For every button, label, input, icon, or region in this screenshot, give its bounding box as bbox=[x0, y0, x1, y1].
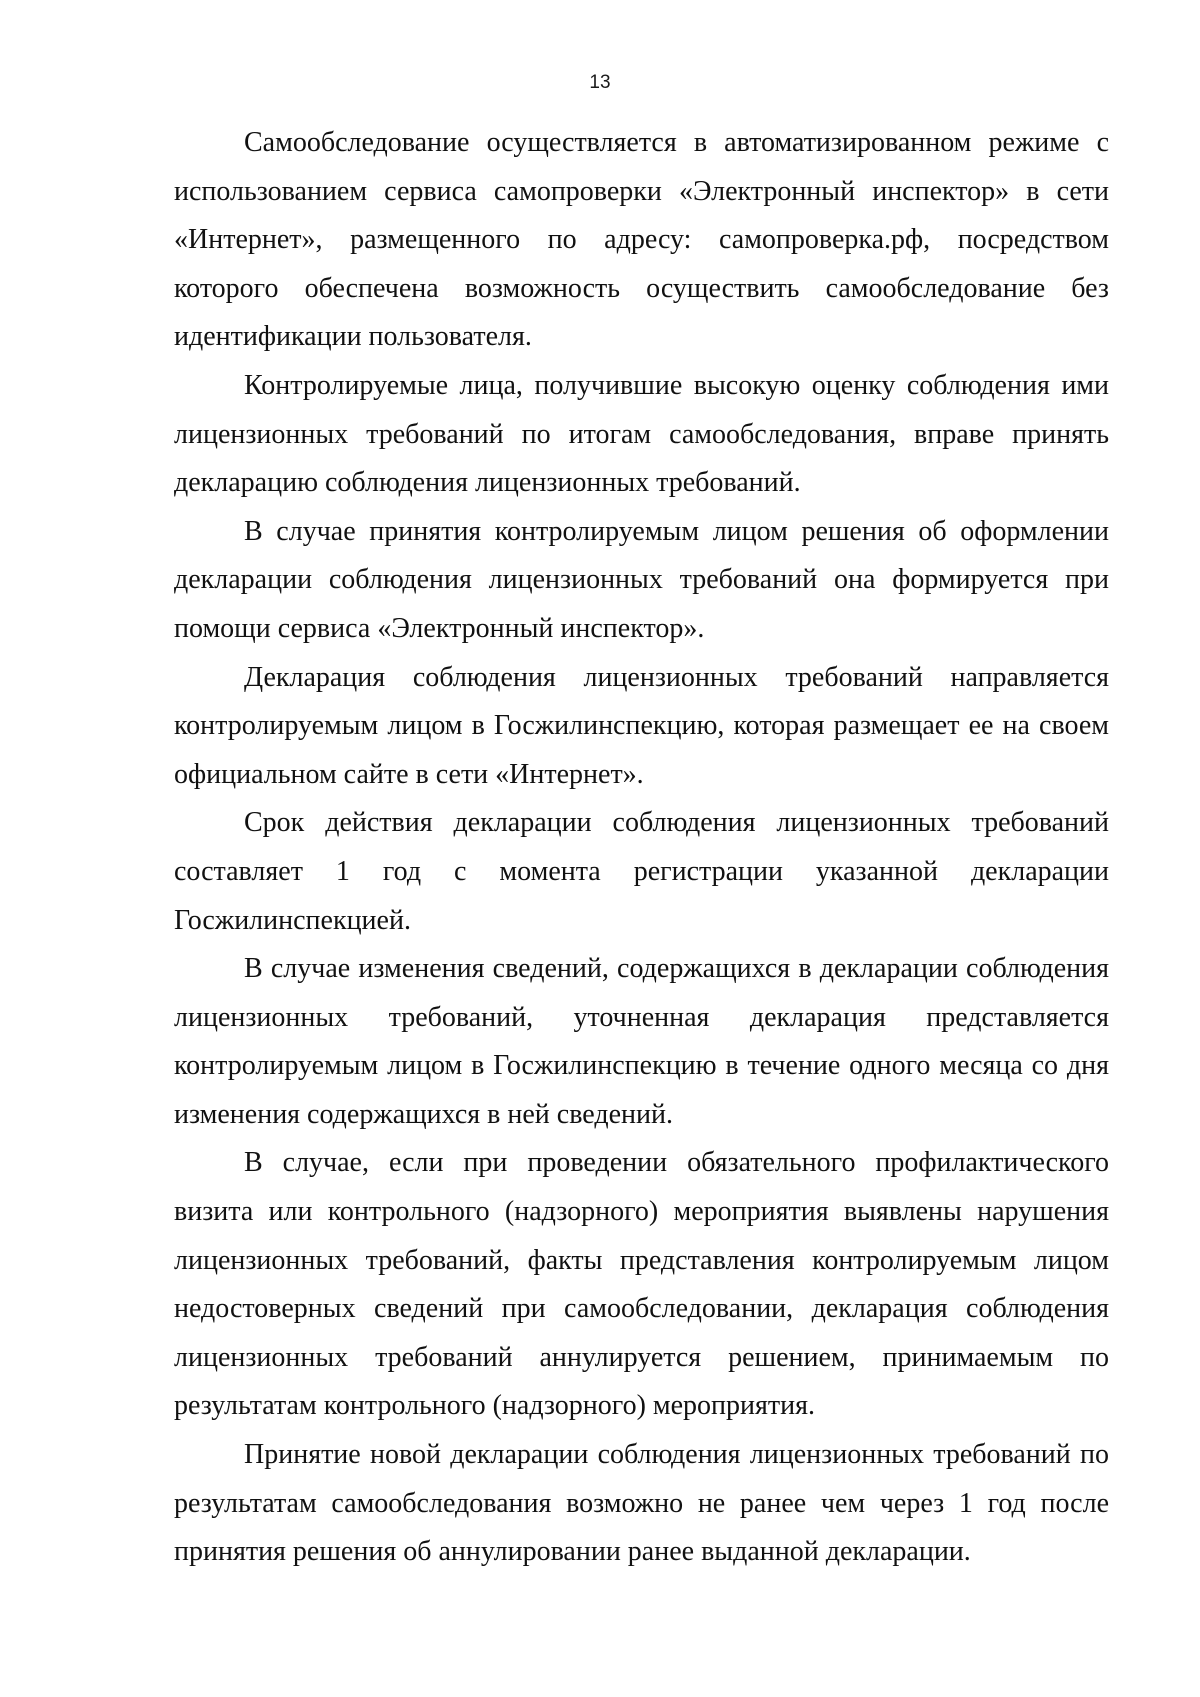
paragraph-declaration-forming: В случае принятия контролируемым лицом решения об оформлении декларации соблюдения лицензионных требований она формируется при помощи сервиса «Электронный инспектор». bbox=[174, 515, 1109, 644]
paragraph-declaration-validity: Срок действия декларации соблюдения лицензионных требований составляет 1 год с момента регистрации указанной декларации Госжилинспекцией. bbox=[174, 807, 1109, 936]
paragraph-declaration-update: В случае изменения сведений, содержащихся в декларации соблюдения лицензионных требований, уточненная декларация представляется контролируемым лицом в Госжилинспекцию в течение одного месяца со дня изменения содержащихся в ней сведений. bbox=[174, 953, 1109, 1130]
paragraph-declaration-submission: Декларация соблюдения лицензионных требований направляется контролируемым лицом в Госжилинспекцию, которая размещает ее на своем официальном сайте в сети «Интернет». bbox=[174, 661, 1109, 790]
page-number: 13 bbox=[589, 72, 611, 93]
paragraph-declaration-annulment: В случае, если при проведении обязательного профилактического визита или контрольного (надзорного) мероприятия выявлены нарушения лицензионных требований, факты представления контролируемым лицом недостоверных сведений при самообследовании, декларация соблюдения лицензионных требований аннулируется решением, принимаемым по результатам контрольного (надзорного) мероприятия. bbox=[174, 1147, 1109, 1422]
paragraph-controlled-persons: Контролируемые лица, получившие высокую оценку соблюдения ими лицензионных требований по итогам самообследования, вправе принять декларацию соблюдения лицензионных требований. bbox=[174, 369, 1109, 499]
document-body bbox=[174, 119, 1109, 1577]
paragraph-new-declaration: Принятие новой декларации соблюдения лицензионных требований по результатам самообследования возможно не ранее чем через 1 год после принятия решения об аннулировании ранее выданной декларации. bbox=[174, 1439, 1109, 1568]
paragraph-self-inspection: Самообследование осуществляется в автоматизированном режиме с использованием сервиса самопроверки «Электронный инспектор» в сети «Интернет», размещенного по адресу: самопроверка.рф, посредством которого обеспечена возможность осуществить самообследование без идентификации пользователя. bbox=[174, 127, 1109, 353]
